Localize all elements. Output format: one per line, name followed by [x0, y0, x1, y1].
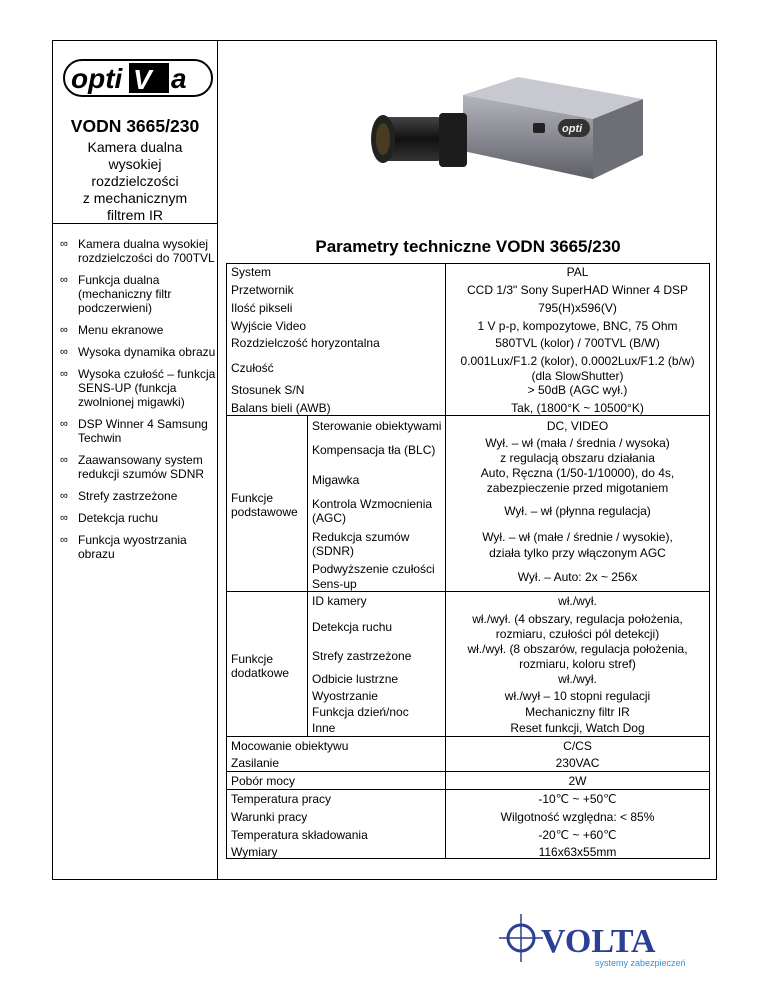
spec-value: Mechaniczny filtr IR — [525, 705, 630, 719]
spec-value: wł./wył. — [558, 672, 597, 686]
bullet-icon: ∞ — [60, 490, 68, 502]
table-line — [709, 263, 710, 859]
spec-label: Odbicie lustrzne — [312, 672, 399, 686]
spec-label: Przetwornik — [231, 283, 294, 297]
spec-value: 795(H)x596(V) — [538, 301, 617, 315]
spec-label: Wyostrzanie — [312, 689, 378, 703]
table-line — [307, 415, 308, 736]
table-line — [226, 789, 709, 790]
spec-value: -20℃ ~ +60℃ — [538, 828, 617, 842]
spec-value: -10℃ ~ +50℃ — [538, 792, 617, 806]
bullet-icon: ∞ — [60, 324, 68, 336]
spec-value: wł./wył. (8 obszarów, regulacja położenia, — [467, 642, 688, 656]
spec-label: Wyjście Video — [231, 319, 307, 333]
camera-photo — [353, 47, 653, 187]
spec-label: ID kamery — [312, 594, 367, 608]
desc-line: rozdzielczości — [91, 173, 179, 189]
spec-value: z regulacją obszaru działania — [500, 451, 655, 465]
bullet-icon: ∞ — [60, 238, 68, 250]
spec-label: Funkcja dzień/noc — [312, 705, 409, 719]
spec-value: Wył. – Auto: 2x ~ 256x — [517, 570, 638, 584]
spec-value: CCD 1/3" Sony SuperHAD Winner 4 DSP — [466, 283, 688, 297]
spec-value: wł./wył. (4 obszary, regulacja położenia, — [472, 612, 683, 626]
spec-label: Zasilanie — [231, 756, 280, 770]
desc-line: Kamera dualna — [87, 139, 183, 155]
spec-label: Rozdzielczość horyzontalna — [231, 336, 380, 350]
feature-item: ∞ Kamera dualna wysokiej rozdzielczości do 700TVL — [60, 237, 215, 265]
product-description — [65, 139, 205, 224]
column-divider — [217, 41, 218, 880]
spec-label: Temperatura pracy — [231, 792, 332, 806]
spec-value: rozmiaru, czułości pól detekcji) — [495, 627, 660, 641]
spec-label: (AGC) — [312, 511, 346, 525]
spec-label: Podwyższenie czułości — [312, 562, 435, 576]
spec-label: Pobór mocy — [231, 774, 296, 788]
spec-value: Wył. – wł (mała / średnia / wysoka) — [485, 436, 670, 450]
spec-label: Czułość — [231, 361, 274, 375]
spec-label: Sens-up — [312, 577, 357, 591]
spec-value: Tak, (1800°K ~ 10500°K) — [511, 401, 644, 415]
spec-value: 580TVL (kolor) / 700TVL (B/W) — [495, 336, 660, 350]
product-code: VODN 3665/230 — [70, 116, 200, 136]
spec-label: Redukcja szumów — [312, 530, 410, 544]
spec-value: zabezpieczenie przed migotaniem — [486, 481, 669, 495]
spec-value: Wył. – wł (płynna regulacja) — [504, 504, 651, 518]
feature-list — [53, 237, 217, 569]
feature-item: ∞ Menu ekranowe — [60, 323, 164, 337]
feature-item: ∞ Wysoka dynamika obrazu — [60, 345, 216, 359]
spec-label: Temperatura składowania — [231, 828, 368, 842]
table-line — [226, 415, 709, 416]
spec-label: Ilość pikseli — [231, 301, 293, 315]
spec-value: 0.001Lux/F1.2 (kolor), 0.0002Lux/F1.2 (b/w) — [460, 354, 695, 368]
volta-wordmark: VOLTA — [541, 923, 656, 960]
feature-item: ∞ DSP Winner 4 Samsung Techwin — [60, 417, 208, 445]
bullet-icon: ∞ — [60, 454, 68, 466]
spec-value: Auto, Ręczna (1/50-1/10000), do 4s, — [480, 466, 675, 480]
volta-logo — [495, 910, 725, 970]
spec-label: (SDNR) — [312, 544, 354, 558]
spec-value: Wył. – wł (małe / średnie / wysokie), — [482, 530, 673, 544]
spec-label: Kontrola Wzmocnienia — [312, 497, 433, 511]
svg-text:a: a — [171, 63, 187, 94]
spec-value: > 50dB (AGC wył.) — [527, 383, 628, 397]
logo-text-opti: opti — [71, 63, 123, 94]
spec-label: Balans bieli (AWB) — [231, 401, 331, 415]
table-line — [226, 771, 709, 772]
spec-value: wł./wył. — [558, 594, 597, 608]
spec-value: 230VAC — [555, 756, 600, 770]
spec-label: System — [231, 265, 272, 279]
feature-item: ∞ Strefy zastrzeżone — [60, 489, 178, 503]
spec-value: 116x63x55mm — [538, 845, 617, 859]
spec-label: Detekcja ruchu — [312, 620, 393, 634]
spec-label: Wymiary — [231, 845, 278, 859]
spec-label: Warunki pracy — [231, 810, 308, 824]
spec-value: Reset funkcji, Watch Dog — [510, 721, 645, 735]
spec-label: Kompensacja tła (BLC) — [312, 443, 436, 457]
spec-value: 2W — [568, 774, 587, 788]
svg-text:V: V — [133, 64, 152, 95]
spec-value: DC, VIDEO — [546, 419, 609, 433]
desc-line: filtrem IR — [107, 207, 163, 223]
desc-line: wysokiej — [108, 156, 162, 172]
svg-text:opti: opti — [562, 123, 583, 135]
spec-label: Strefy zastrzeżone — [312, 649, 412, 663]
feature-item: ∞ Funkcja wyostrzania obrazu — [60, 533, 187, 561]
table-line — [226, 736, 709, 737]
bullet-icon: ∞ — [60, 368, 68, 380]
spec-label: Stosunek S/N — [231, 383, 305, 397]
feature-item: ∞ Zaawansowany system redukcji szumów SDNR — [60, 453, 205, 481]
spec-value: Wilgotność względna: < 85% — [500, 810, 655, 824]
spec-value: PAL — [566, 265, 589, 279]
table-line — [226, 263, 709, 264]
feature-item: ∞ Funkcja dualna (mechaniczny filtr podczerwieni) — [60, 273, 172, 315]
spec-label: Inne — [312, 721, 336, 735]
spec-value: (dla SlowShutter) — [531, 369, 624, 383]
table-line — [226, 591, 709, 592]
bullet-icon: ∞ — [60, 274, 68, 286]
spec-value: C/CS — [563, 739, 592, 753]
spec-label: Mocowanie obiektywu — [231, 739, 349, 753]
spec-value: rozmiaru, koloru stref) — [519, 657, 636, 671]
feature-item: ∞ Detekcja ruchu — [60, 511, 159, 525]
volta-tagline: systemy zabezpieczeń — [595, 958, 686, 968]
spec-value: działa tylko przy włączonym AGC — [489, 546, 666, 560]
spec-value: 1 V p-p, kompozytowe, BNC, 75 Ohm — [477, 319, 678, 333]
spec-title: Parametry techniczne VODN 3665/230 — [315, 237, 621, 256]
feature-item: ∞ Wysoka czułość – funkcja SENS-UP (funkcja zwolnionej migawki) — [60, 367, 216, 409]
bullet-icon: ∞ — [60, 418, 68, 430]
bullet-icon: ∞ — [60, 534, 68, 546]
table-line — [226, 263, 227, 859]
spec-label: Sterowanie obiektywami — [312, 419, 442, 433]
desc-line: z mechanicznym — [82, 190, 188, 206]
optiva-logo — [63, 59, 213, 97]
bullet-icon: ∞ — [60, 512, 68, 524]
bullet-icon: ∞ — [60, 346, 68, 358]
spec-value: wł./wył – 10 stopni regulacji — [504, 689, 651, 703]
spec-label: Migawka — [312, 473, 360, 487]
